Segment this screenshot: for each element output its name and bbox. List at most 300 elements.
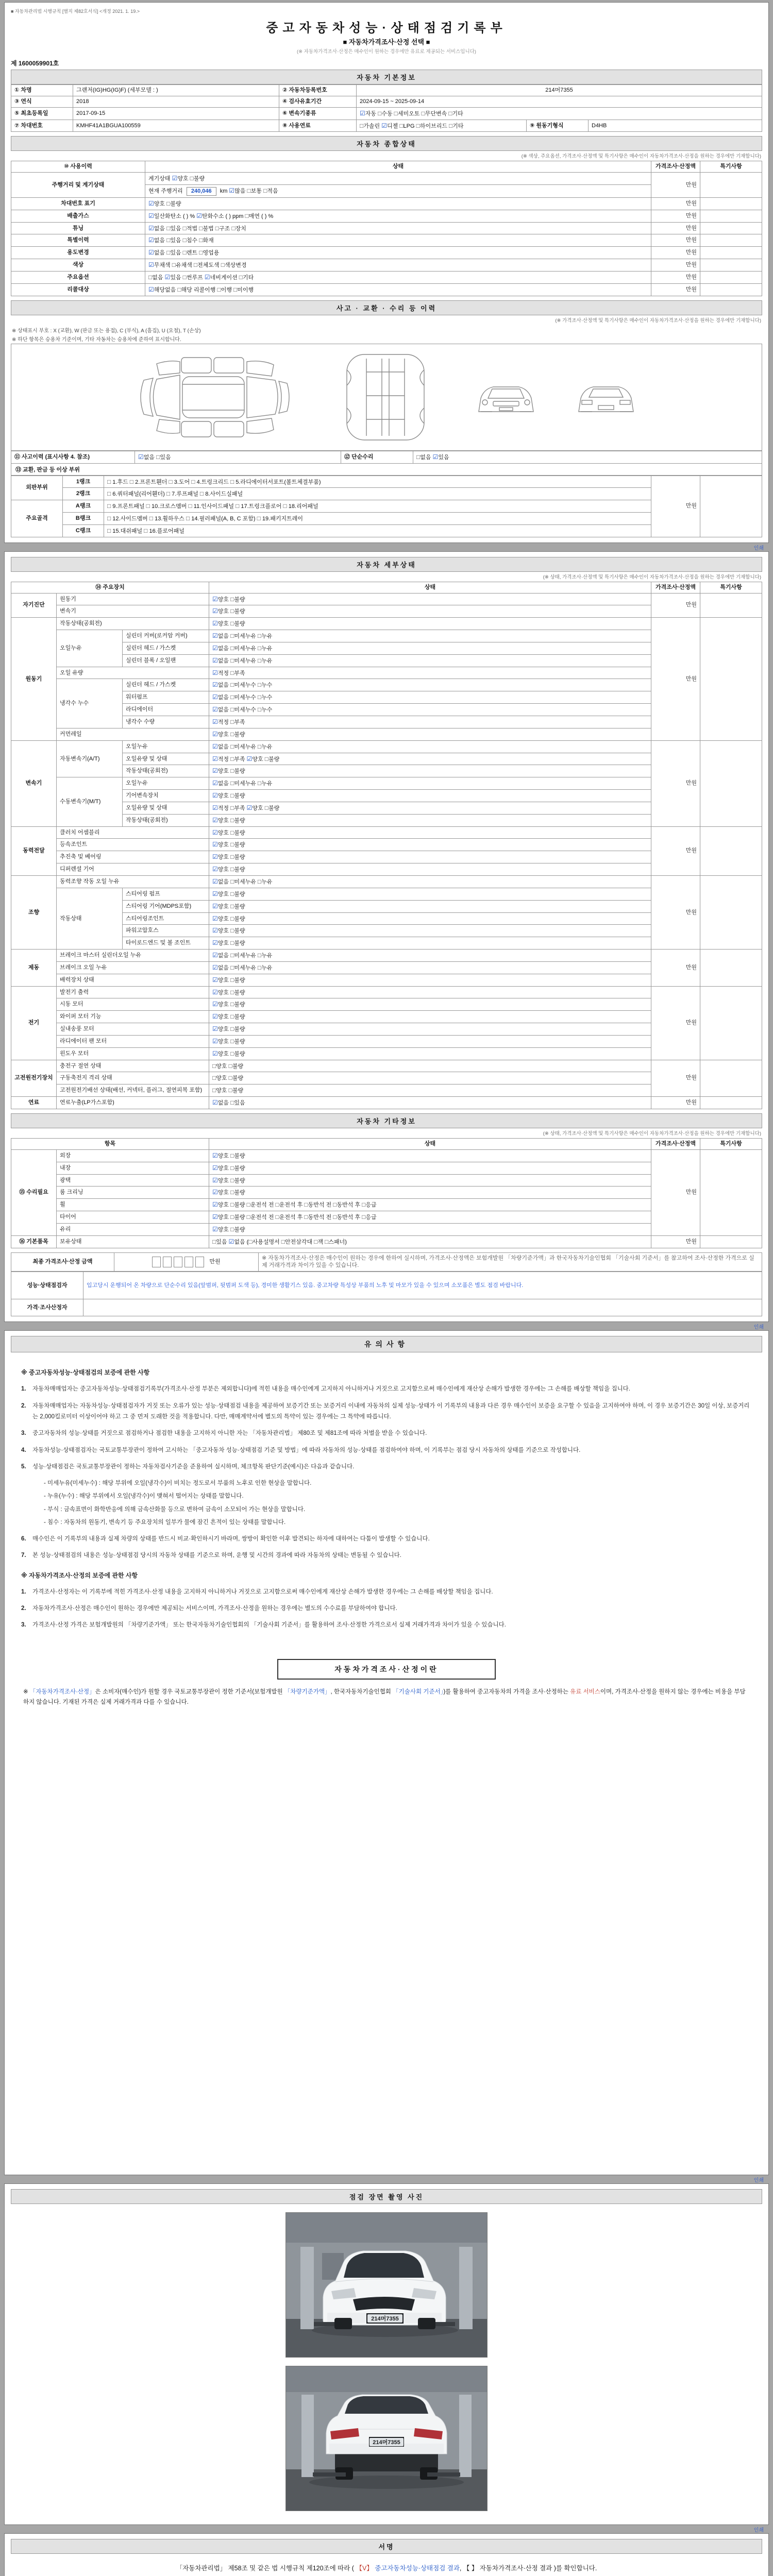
form-cell: 만원 xyxy=(651,950,700,987)
checkbox-unchecked: □ xyxy=(177,285,181,293)
inspector-opinion-table-grid xyxy=(11,1272,762,1316)
form-cell: 윈도우 모터 xyxy=(57,1047,209,1060)
checkbox-unchecked: □ xyxy=(230,620,234,628)
form-cell: 타이로드엔드 및 볼 조인트 xyxy=(123,937,209,950)
form-cell: ☑양호 □불량 xyxy=(209,888,651,900)
page-gap xyxy=(0,1322,773,1330)
form-cell: 상태 xyxy=(145,161,651,173)
panel-rank-table-grid xyxy=(11,476,762,537)
inspection-photo-front xyxy=(285,2212,488,2358)
form-cell: ☑양호 □불량 xyxy=(209,839,651,851)
form-cell: 주요옵션 xyxy=(11,271,145,283)
section-accident-note: (※ 가격조사·산정액 및 특기사항은 매수인이 자동차가격조사·산정을 원하는 경우에만 기재합니다) xyxy=(555,317,761,324)
form-cell: ☑양호 □불량 xyxy=(209,937,651,950)
checkbox-unchecked: □ xyxy=(230,644,234,652)
checkbox-unchecked: □ xyxy=(199,490,204,498)
form-cell: 충전구 절연 상태 xyxy=(57,1060,209,1072)
highlight-blue: 중고자동차성능·상태점검 결과 xyxy=(375,2565,460,2572)
form-cell: 외판부위 xyxy=(11,476,63,500)
form-cell: 클러치 어셈블리 xyxy=(57,826,209,839)
price-digit-box xyxy=(163,1257,172,1267)
checkbox-unchecked: □ xyxy=(230,767,234,775)
checkbox-unchecked: □ xyxy=(333,1201,337,1209)
checkbox-unchecked: □ xyxy=(230,866,234,873)
checkbox-unchecked: □ xyxy=(281,1238,285,1245)
form-cell: 용도변경 xyxy=(11,247,145,259)
form-cell: ☑양호 □불량 xyxy=(209,925,651,937)
checkbox-unchecked: □ xyxy=(230,963,234,971)
form-code-note: ■ 자동차관리법 시행규칙 [별지 제82호서식] <개정 2021. 1. 19.> xyxy=(11,9,140,14)
checkbox-unchecked: □ xyxy=(263,187,267,195)
form-cell: 실린더 블록 / 오일팬 xyxy=(123,654,209,667)
price-digit-box xyxy=(174,1257,182,1267)
checkbox-unchecked: □ xyxy=(230,1189,234,1196)
checkbox-unchecked: □ xyxy=(230,952,234,959)
form-cell: 변속기 xyxy=(11,740,57,826)
checkbox-checked: ☑ xyxy=(212,607,218,615)
checkbox-unchecked: □ xyxy=(230,1176,234,1184)
form-cell: 만원 xyxy=(651,986,700,1060)
form-cell: 자동변속기(A/T) xyxy=(57,740,123,777)
notice-item-text: 성능·상태점검은 국토교통부장관이 정하는 자동차검사기준을 준용하여 실시하며, 체크항목 판단기준(예시)은 다음과 같습니다. xyxy=(32,1463,355,1470)
checkbox-checked: ☑ xyxy=(138,453,144,461)
form-cell xyxy=(700,950,762,987)
checkbox-checked: ☑ xyxy=(212,914,218,922)
checkbox-unchecked: □ xyxy=(230,1225,234,1233)
checkbox-unchecked: □ xyxy=(148,273,153,281)
checkbox-unchecked: □ xyxy=(233,285,238,293)
form-cell: 동력전달 xyxy=(11,826,57,875)
form-cell: ☑없음 □미세누유 □누유 xyxy=(209,654,651,667)
form-cell xyxy=(700,986,762,1060)
form-cell: 연료 xyxy=(11,1097,57,1109)
checkbox-unchecked: □ xyxy=(166,224,171,232)
document-number: 제 1600059901호 xyxy=(11,60,59,67)
checkbox-unchecked: □ xyxy=(257,644,262,652)
form-cell: 가격·조사산정자 xyxy=(11,1299,83,1316)
form-cell: 작동상태(공회전) xyxy=(57,618,209,630)
form-cell: 작동상태(공회전) xyxy=(123,765,209,777)
checkbox-checked: ☑ xyxy=(212,742,218,750)
notice-item-number: 4. xyxy=(21,1447,26,1453)
form-cell: 배출가스 xyxy=(11,210,145,222)
checkbox-unchecked: □ xyxy=(228,1062,232,1070)
form-cell: □ 15.대쉬패널 □ 16.플로어패널 xyxy=(104,524,651,537)
form-cell: 룸 크리닝 xyxy=(57,1187,209,1199)
checkbox-unchecked: □ xyxy=(333,1213,337,1221)
form-cell: 내장 xyxy=(57,1162,209,1174)
form-cell: ☑없음 □있음 xyxy=(209,1097,651,1109)
form-cell: ☑양호 □불량 xyxy=(209,863,651,876)
print-link[interactable]: 인쇄 xyxy=(753,2528,764,2534)
form-cell: 수동변속기(M/T) xyxy=(57,777,123,826)
form-cell: ⑨ 원동기형식 xyxy=(527,120,589,132)
form-cell: 2018 xyxy=(73,96,279,107)
overall-state-table-grid xyxy=(11,161,762,296)
form-cell: 디퍼렌셜 기어 xyxy=(57,863,209,876)
checkbox-checked: ☑ xyxy=(204,273,210,281)
checkbox-unchecked: □ xyxy=(416,453,421,461)
form-cell: ☑양호 □불량 xyxy=(209,593,651,605)
checkbox-unchecked: □ xyxy=(199,236,203,244)
checkbox-unchecked: □ xyxy=(257,706,262,714)
notice-bullet: - 침수 : 자동차의 원동기, 변속기 등 주요장치의 일부가 물에 잠긴 흔적이 있는 상태를 말합니다. xyxy=(44,1519,286,1526)
inspection-photo-rear xyxy=(285,2366,488,2511)
form-cell: 브레이크 마스터 실린더오일 누유 xyxy=(57,950,209,962)
checkbox-unchecked: □ xyxy=(107,490,111,498)
checkbox-checked: ☑ xyxy=(212,669,218,676)
notices-body xyxy=(11,1352,762,1631)
checkbox-checked: ☑ xyxy=(212,1164,218,1172)
form-cell: ☑양호 □불량 xyxy=(145,197,651,210)
form-cell: ☑양호 □불량 xyxy=(209,826,651,839)
print-link[interactable]: 인쇄 xyxy=(753,2178,764,2184)
form-cell: ② 자동차등록번호 xyxy=(279,85,357,96)
print-link[interactable]: 인쇄 xyxy=(753,1325,764,1331)
checkbox-checked: ☑ xyxy=(212,1013,218,1021)
form-cell xyxy=(700,283,762,296)
form-cell: 냉각수 누수 xyxy=(57,679,123,728)
checkbox-unchecked: □ xyxy=(399,122,404,129)
checkbox-checked: ☑ xyxy=(212,1201,218,1209)
checkbox-unchecked: □ xyxy=(257,877,262,885)
checkbox-checked: ☑ xyxy=(212,988,218,996)
form-cell: ⑪ 사고이력 (표시사항 4. 참조) xyxy=(11,451,135,463)
document-subnote: (※ 자동차가격조사·산정은 매수인이 원하는 경우에만 유료로 제공되는 서비스입니다) xyxy=(297,49,476,55)
checkbox-unchecked: □ xyxy=(230,1099,234,1107)
form-cell: 구동축전지 격리 상태 xyxy=(57,1072,209,1084)
checkbox-unchecked: □ xyxy=(230,828,234,836)
form-cell: 휠 xyxy=(57,1199,209,1211)
notice-item xyxy=(21,1587,752,1598)
highlight-red: 유료 서비스 xyxy=(570,1688,600,1695)
form-cell: ☑없음 □있음 xyxy=(135,451,341,463)
checkbox-unchecked: □ xyxy=(246,1213,250,1221)
notice-item-number: 2. xyxy=(21,1605,26,1612)
checkbox-unchecked: □ xyxy=(215,224,220,232)
price-definition-box-title: 자동차가격조사·산정이란 xyxy=(277,1659,496,1680)
checkbox-unchecked: □ xyxy=(182,273,187,281)
basic-info-table xyxy=(11,84,762,132)
form-cell: 오일누유 xyxy=(123,777,209,790)
license-plate-rear: 214머7355 xyxy=(369,2438,404,2446)
checkbox-unchecked: □ xyxy=(182,249,187,257)
accident-flags-table xyxy=(11,451,762,464)
section-etc-title: 자동차 기타정보 xyxy=(11,1113,762,1128)
notice-bullet: - 부식 : 금속표면이 화학반응에 의해 금속산화물 등으로 변하여 금속이 소모되어 가는 현상을 말합니다. xyxy=(44,1506,306,1513)
checkbox-checked: ☑ xyxy=(212,1025,218,1033)
price-digit-box xyxy=(184,1257,193,1267)
license-plate-front: 214머7355 xyxy=(367,2314,402,2323)
state-code-legend: ※ 상태표시 부호 : X (교환), W (판금 또는 용접), C (부식), A (흠집), U (요철), T (손상) xyxy=(12,328,201,334)
form-cell: ☑양호 □불량 xyxy=(209,1174,651,1187)
form-cell: 만원 xyxy=(651,222,700,234)
page-gap xyxy=(0,2525,773,2533)
form-cell xyxy=(700,271,762,283)
notice-item-number: 1. xyxy=(21,1588,26,1595)
state-code-legend2: ※ 하단 항목은 승용차 기준이며, 기타 자동차는 승용차에 준하여 표시합니다. xyxy=(12,336,181,343)
checkbox-unchecked: □ xyxy=(217,285,221,293)
notice-item-text: 가격조사·산정 가격은 보험개발원의 「차량기준가액」 또는 한국자동차기술인협회의 「기술사회 기준서」를 활용하여 조사·산정한 가격으로서 실제 거래가격과 차이가 있을 수 있습니다. xyxy=(32,1622,506,1629)
form-cell: ☑양호 □불량 xyxy=(209,1149,651,1162)
form-cell: 시동 모터 xyxy=(57,998,209,1011)
checkbox-unchecked: □ xyxy=(182,236,187,244)
detail-state-table xyxy=(11,582,762,1109)
checkbox-checked: ☑ xyxy=(148,261,154,269)
checkbox-unchecked: □ xyxy=(257,742,262,750)
form-cell: ⑦ 차대번호 xyxy=(11,120,73,132)
checkbox-unchecked: □ xyxy=(230,1025,234,1033)
form-cell: B랭크 xyxy=(63,513,104,525)
print-link[interactable]: 인쇄 xyxy=(753,545,764,551)
checkbox-unchecked: □ xyxy=(188,502,192,510)
checkbox-unchecked: □ xyxy=(230,607,234,615)
form-cell xyxy=(700,826,762,875)
form-cell xyxy=(700,222,762,234)
form-cell xyxy=(700,618,762,740)
checkbox-unchecked: □ xyxy=(230,939,234,947)
checkbox-unchecked: □ xyxy=(283,502,287,510)
car-diagram-underbody xyxy=(326,348,445,446)
notice-item-text: 중고자동차의 성능·상태를 거짓으로 점검하거나 점검한 내용을 고지하지 아니한 자는 「자동차관리법」 제80조 및 제81조에 따라 처벌을 받을 수 있습니다. xyxy=(32,1430,427,1437)
form-cell: 유리 xyxy=(57,1223,209,1235)
checkbox-unchecked: □ xyxy=(257,952,262,959)
checkbox-checked: ☑ xyxy=(148,212,154,219)
section-detail-note: (※ 상태, 가격조사·산정액 및 특기사항은 매수인이 자동차가격조사·산정을 원하는 경우에만 기재합니다) xyxy=(543,574,761,580)
form-cell: ☑없음 □미세누수 □누수 xyxy=(209,691,651,704)
checkbox-unchecked: □ xyxy=(394,109,398,117)
form-cell: 추진축 및 베어링 xyxy=(57,851,209,863)
form-cell: 특기사항 xyxy=(700,1139,762,1150)
checkbox-unchecked: □ xyxy=(230,681,234,689)
checkbox-unchecked: □ xyxy=(230,779,234,787)
form-cell: □ 1.후드 □ 2.프론트휀더 □ 3.도어 □ 4.트렁크리드 □ 5.라디에이터서포트(볼트체결부품) xyxy=(104,476,651,488)
accident-flags-table-grid xyxy=(11,451,762,464)
highlight-blue: 「기술사회 기준서」 xyxy=(393,1688,444,1695)
form-cell: ☑없음 □미세누유 □누유 xyxy=(209,777,651,790)
notice-item xyxy=(21,1401,752,1423)
checkbox-checked: ☑ xyxy=(212,644,218,652)
form-cell: ☑양호 □불량 xyxy=(209,765,651,777)
checkbox-checked: ☑ xyxy=(212,767,218,775)
form-cell: ※ 자동차가격조사·산정은 매수인이 원하는 경우에 한하여 실시하며, 가격조사·산정액은 보험개발원 「차량기준가액」과 한국자동차기술인협회 「기술사회 기준서」를 참고하여 조사·산정한 가격으로 실제 거래가격과 차이가 있을 수 있습니다. xyxy=(259,1252,762,1272)
form-cell: 원동기 xyxy=(57,593,209,605)
checkbox-unchecked: □ xyxy=(230,988,234,996)
checkbox-unchecked: □ xyxy=(230,478,234,485)
checkbox-unchecked: □ xyxy=(230,841,234,849)
form-cell: 2랭크 xyxy=(63,488,104,500)
form-cell: 고전원전기배선 상태(배선, 커넥터, 플러그, 절연피복 포함) xyxy=(57,1084,209,1097)
checkbox-checked: ☑ xyxy=(148,199,154,207)
sheet-detail xyxy=(4,551,769,1323)
form-cell: A랭크 xyxy=(63,500,104,513)
form-cell: 만원 xyxy=(651,283,700,296)
form-cell xyxy=(700,1235,762,1248)
form-cell: 작동상태 xyxy=(57,888,123,949)
notice-item-number: 2. xyxy=(21,1402,26,1409)
checkbox-checked: ☑ xyxy=(212,952,218,959)
checkbox-checked: ☑ xyxy=(148,236,154,244)
checkbox-checked: ☑ xyxy=(360,109,365,117)
sheet-main xyxy=(4,2,769,543)
checkbox-checked: ☑ xyxy=(196,212,202,219)
form-cell: ⑭ 주요장치 xyxy=(11,582,209,593)
checkbox-checked: ☑ xyxy=(212,1213,218,1221)
checkbox-checked: ☑ xyxy=(246,804,253,811)
form-cell: 만원 xyxy=(651,826,700,875)
form-cell: 튜닝 xyxy=(11,222,145,234)
form-cell: ⑫ 단순수리 xyxy=(341,451,413,463)
checkbox-unchecked: □ xyxy=(230,914,234,922)
form-cell: ☑양호 □불량 xyxy=(209,1047,651,1060)
checkbox-unchecked: □ xyxy=(107,527,111,534)
checkbox-unchecked: □ xyxy=(230,976,234,984)
car-diagram-front-view xyxy=(467,371,545,423)
notice-item-text: 가격조사·산정자는 이 기록부에 적힌 가격조사·산정 내용을 고지하지 아니하거나 거짓으로 고지함으로써 매수인에게 재산상 손해가 발생한 경우에는 그 손해를 배상할 책임을 집니다. xyxy=(32,1588,493,1595)
form-cell: 연료누출(LP가스포함) xyxy=(57,1097,209,1109)
checkbox-unchecked: □ xyxy=(257,656,262,664)
checkbox-unchecked: □ xyxy=(199,249,203,257)
checkbox-unchecked: □ xyxy=(248,1238,253,1245)
form-cell: 오일유량 및 상태 xyxy=(123,802,209,814)
checkbox-unchecked: □ xyxy=(449,122,453,129)
checkbox-checked: ☑ xyxy=(212,804,218,811)
checkbox-unchecked: □ xyxy=(212,1062,216,1070)
checkbox-unchecked: □ xyxy=(231,224,236,232)
form-cell xyxy=(700,234,762,247)
form-cell: 워터펌프 xyxy=(123,691,209,704)
form-cell: 실린더 커버(로커암 커버) xyxy=(123,630,209,642)
notice-item xyxy=(21,1445,752,1456)
form-cell xyxy=(700,1097,762,1109)
checkbox-unchecked: □ xyxy=(236,502,240,510)
form-cell: 스티어링조인트 xyxy=(123,912,209,925)
checkbox-checked: ☑ xyxy=(212,779,218,787)
form-cell: 만원 xyxy=(651,247,700,259)
checkbox-unchecked: □ xyxy=(230,718,234,725)
form-cell: 상태 xyxy=(209,1139,651,1150)
form-cell: ☑양호 □불량 xyxy=(209,1011,651,1023)
form-cell: 차대번호 표기 xyxy=(11,197,145,210)
checkbox-checked: ☑ xyxy=(212,730,218,738)
highlight-blue: 「차량기준가액」 xyxy=(284,1688,331,1695)
notice-item-text: 자동차성능·상태점검자는 국토교통부장관이 정하여 고시하는 「중고자동차 성능·상태점검 기준 및 방법」에 따라 자동차의 성능·상태를 점검하여야 하며, 이 기록부는 점검 당시 자동차의 상태를 기준으로 작성합니다. xyxy=(32,1447,581,1453)
form-cell: ☑양호 □불량 xyxy=(209,851,651,863)
checkbox-unchecked: □ xyxy=(149,515,154,522)
form-cell: ☑해당없음 □해당 리콜이행 □이행 □미이행 xyxy=(145,283,651,296)
checkbox-unchecked: □ xyxy=(230,706,234,714)
section-accident-title: 사고 · 교환 · 수리 등 이력 xyxy=(11,300,762,315)
checkbox-checked: ☑ xyxy=(212,1151,218,1159)
form-cell: 특기사항 xyxy=(700,161,762,173)
checkbox-unchecked: □ xyxy=(186,515,190,522)
form-cell: ☑적정 □부족 ☑양호 □불량 xyxy=(209,753,651,765)
checkbox-checked: ☑ xyxy=(212,1099,218,1107)
form-cell: ☑없음 □있음 □적법 □불법 □구조 □장치 xyxy=(145,222,651,234)
form-cell: 라디에이터 팬 모터 xyxy=(57,1035,209,1047)
form-cell: 입고당시 운행되어 온 차량으로 단순수리 있음(앞범퍼, 뒷범퍼 도색 등), 경미한 생활기스 있음. 중고차량 특성상 부품의 노후 및 마모가 있을 수 있으며 소모품은 별도 점검 바랍니다. xyxy=(83,1272,762,1299)
checkbox-checked: ☑ xyxy=(148,285,154,293)
checkbox-checked: ☑ xyxy=(212,792,218,800)
checkbox-unchecked: □ xyxy=(228,1087,232,1094)
form-cell: 만원 xyxy=(651,271,700,283)
notice-item xyxy=(21,1603,752,1614)
price-digit-box xyxy=(152,1257,161,1267)
checkbox-checked: ☑ xyxy=(212,841,218,849)
form-cell: ☑무채색 □유채색 □전체도색 □색상변경 xyxy=(145,259,651,272)
checkbox-unchecked: □ xyxy=(230,853,234,861)
form-cell: ☑양호 □불량 xyxy=(209,814,651,826)
form-cell: C랭크 xyxy=(63,524,104,537)
checkbox-unchecked: □ xyxy=(416,122,420,129)
checkbox-unchecked: □ xyxy=(230,1001,234,1008)
checkbox-unchecked: □ xyxy=(107,515,111,522)
checkbox-unchecked: □ xyxy=(362,1201,366,1209)
form-cell: 라디에이터 xyxy=(123,704,209,716)
sheet-signature xyxy=(4,2533,769,2576)
checkbox-unchecked: □ xyxy=(146,502,150,510)
form-cell: ☑없음 □미세누유 □누유 xyxy=(209,875,651,888)
form-cell: ☑양호 □불량 □운전석 전 □운전석 후 □동반석 전 □동반석 후 □응급 xyxy=(209,1211,651,1224)
form-cell xyxy=(700,740,762,826)
form-cell: ☑양호 □불량 xyxy=(209,605,651,618)
form-cell: ☑없음 □미세누유 □누유 xyxy=(209,740,651,753)
form-cell: 스티어링 펌프 xyxy=(123,888,209,900)
checkbox-unchecked: □ xyxy=(230,595,234,603)
checkbox-unchecked: □ xyxy=(166,199,171,207)
form-cell: 만원 xyxy=(651,210,700,222)
form-cell: ☑없음 □미세누유 □누유 xyxy=(209,630,651,642)
checkbox-checked: ☑ xyxy=(148,249,154,257)
form-cell: 주행거리 및 계기상태 xyxy=(11,173,145,198)
form-cell: ⑤ 최초등록일 xyxy=(11,107,73,120)
price-unit: 만원 xyxy=(209,1259,221,1265)
form-cell xyxy=(700,247,762,259)
form-cell: 색상 xyxy=(11,259,145,272)
form-cell xyxy=(700,1149,762,1235)
checkbox-checked: ☑ xyxy=(148,224,154,232)
form-cell: ☑없음 □미세누유 □누유 xyxy=(209,642,651,654)
checkbox-unchecked: □ xyxy=(257,693,262,701)
notice-item xyxy=(21,1462,752,1472)
form-cell: ☑양호 □불량 xyxy=(209,900,651,912)
checkbox-unchecked: □ xyxy=(230,656,234,664)
form-cell: ① 차명 xyxy=(11,85,73,96)
form-cell: 2024-09-15 ~ 2025-09-14 xyxy=(357,96,762,107)
checkbox-unchecked: □ xyxy=(257,681,262,689)
checkbox-unchecked: □ xyxy=(107,502,111,510)
checkbox-checked: ☑ xyxy=(164,273,171,281)
checkbox-unchecked: □ xyxy=(230,742,234,750)
checkbox-checked: ☑ xyxy=(212,816,218,824)
checkbox-checked: ☑ xyxy=(212,963,218,971)
checkbox-unchecked: □ xyxy=(144,527,148,534)
form-cell: ☑양호 □불량 xyxy=(209,728,651,740)
notice-item xyxy=(21,1620,752,1631)
checkbox-unchecked: □ xyxy=(257,632,262,640)
checkbox-checked: ☑ xyxy=(212,890,218,897)
form-cell: □없음 ☑있음 xyxy=(413,451,762,463)
form-cell: 계기상태 ☑양호 □불량 xyxy=(145,173,651,185)
checkbox-unchecked: □ xyxy=(230,730,234,738)
checkbox-checked: ☑ xyxy=(229,187,235,195)
checkbox-unchecked: □ xyxy=(275,1201,279,1209)
checkbox-unchecked: □ xyxy=(230,693,234,701)
form-cell: ☑양호 □불량 xyxy=(209,790,651,802)
form-cell: □없음 ☑있음 □썬루프 ☑네비게이션 □기타 xyxy=(145,271,651,283)
form-cell xyxy=(700,173,762,198)
form-cell xyxy=(114,1252,259,1272)
